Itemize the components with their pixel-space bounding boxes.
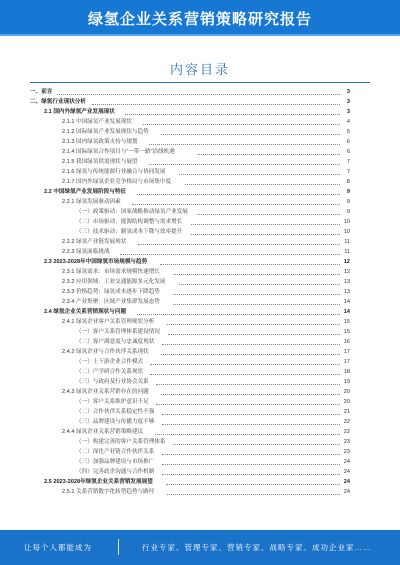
- toc-entry-page: 21: [343, 409, 350, 415]
- toc-dot-leader: [167, 324, 340, 325]
- toc-entry-label: 一、前言: [30, 89, 53, 95]
- toc-entry-label: 2.1.4 国际绿氢合作项目与“一带一路”沿线机遇: [62, 149, 175, 155]
- toc-entry-label: （二）产学研合作关系现状: [76, 369, 144, 375]
- toc-entry-page: 24: [343, 469, 350, 475]
- toc-dot-leader: [143, 124, 340, 125]
- toc-entry-label: 2.2 中国绿氢产业发展阶段与特征: [44, 189, 127, 195]
- toc-dot-leader: [161, 354, 340, 355]
- toc-entry-label: （一）政策驱动：国家战略推动绿氢产业发展: [76, 209, 188, 215]
- toc-dot-leader: [155, 434, 340, 435]
- toc-entry-page: 10: [343, 229, 350, 235]
- toc-entry[interactable]: [30, 137, 350, 147]
- toc-entry[interactable]: [30, 107, 350, 117]
- toc-entry-page: 5: [346, 129, 350, 135]
- toc-entry[interactable]: [30, 387, 350, 397]
- toc-entry-label: （二）合作伙伴关系稳定性不强: [76, 409, 155, 415]
- toc-dot-leader: [191, 224, 340, 225]
- toc-entry-label: 2.4.1 绿氢企业客户关系管理现状分析: [62, 319, 155, 325]
- toc-entry-page: 24: [343, 489, 350, 495]
- toc-entry[interactable]: [30, 167, 350, 177]
- toc-dot-leader: [173, 294, 340, 295]
- toc-entry-label: （三）与政府及行业协会关系: [76, 379, 149, 385]
- toc-entry-label: 2.4.2 绿氢企业与合作伙伴关系现状: [62, 349, 149, 355]
- table-of-contents: [30, 87, 350, 497]
- toc-dot-leader: [161, 134, 340, 135]
- toc-dot-leader: [120, 254, 340, 255]
- footer-roles: 行业专家、管理专家、营销专家、战略专家、成功企业家……: [142, 543, 372, 552]
- toc-entry-label: 2.4.4 绿氢企业关系营销策略建议: [62, 429, 144, 435]
- toc-entry[interactable]: [30, 267, 350, 277]
- toc-dot-leader: [150, 374, 340, 375]
- toc-entry-page: 13: [343, 289, 350, 295]
- toc-entry[interactable]: [30, 277, 350, 287]
- toc-entry-label: 2.5 2023-2028年绿氢企业关系营销发展展望: [44, 479, 153, 485]
- toc-entry-label: （一）客户关系维护意识不足: [76, 399, 149, 405]
- toc-entry[interactable]: [30, 347, 350, 357]
- toc-entry-label: 2.1.7 国内外绿氢企业竞争格局与市场集中度: [62, 179, 172, 185]
- toc-entry-page: 24: [343, 479, 350, 485]
- toc-entry[interactable]: [30, 447, 350, 457]
- toc-entry[interactable]: [30, 457, 350, 467]
- toc-dot-leader: [125, 114, 340, 115]
- toc-entry-label: 2.1.3 国内绿氢政策支持与规划: [62, 139, 138, 145]
- toc-entry-page: 20: [343, 399, 350, 405]
- toc-entry[interactable]: [30, 127, 350, 137]
- toc-entry-label: （一）构建完善的客户关系管理体系: [76, 439, 166, 445]
- toc-dot-leader: [191, 234, 340, 235]
- toc-entry-page: 6: [346, 149, 350, 155]
- report-title: 绿氢企业关系营销策略研究报告: [87, 11, 312, 28]
- toc-entry[interactable]: [30, 87, 350, 97]
- toc-entry[interactable]: [30, 97, 350, 107]
- toc-entry-label: 二、绿氢行业现状分析: [30, 99, 86, 105]
- toc-dot-leader: [138, 244, 340, 245]
- toc-dot-leader: [150, 364, 340, 365]
- toc-entry[interactable]: [30, 297, 350, 307]
- toc-dot-leader: [57, 94, 340, 95]
- toc-entry[interactable]: [30, 417, 350, 427]
- toc-dot-leader: [179, 284, 340, 285]
- toc-entry-page: 4: [346, 119, 350, 125]
- toc-entry-label: 2.2.1 绿氢发展驱动因素: [62, 199, 121, 205]
- toc-entry-label: 2.1 国内外绿氢产业发展现状: [44, 109, 115, 115]
- toc-dot-leader: [173, 304, 340, 305]
- toc-entry[interactable]: [30, 357, 350, 367]
- toc-entry[interactable]: [30, 217, 350, 227]
- toc-entry-label: 2.3.1 绿氢需求：市场需求规模快速增长: [62, 269, 160, 275]
- toc-dot-leader: [162, 454, 340, 455]
- footer-separator: [118, 539, 119, 555]
- toc-entry-page: 7: [346, 159, 350, 165]
- toc-entry-label: 2.1.1 中国绿氢产业发展现状: [62, 119, 132, 125]
- toc-dot-leader: [156, 384, 340, 385]
- toc-dot-leader: [137, 194, 340, 195]
- toc-heading-rule: [30, 82, 370, 83]
- toc-entry-page: 15: [343, 319, 350, 325]
- toc-entry-label: （一）客户关系管理体系建设情况: [76, 329, 160, 335]
- toc-entry-label: 2.5.1 关系营销数字化转型趋势与路径: [62, 489, 155, 495]
- header-divider: [0, 34, 400, 36]
- toc-entry-label: （三）品牌建设与传播力度不够: [76, 419, 155, 425]
- toc-entry-page: 16: [343, 339, 350, 345]
- toc-entry[interactable]: [30, 257, 350, 267]
- toc-entry[interactable]: [30, 197, 350, 207]
- toc-entry-label: 2.1.5 我国绿氢供需现状与展望: [62, 159, 138, 165]
- toc-entry[interactable]: [30, 227, 350, 237]
- toc-entry-label: 2.3 2023-2028年中国绿氢市场规模与趋势: [44, 259, 148, 265]
- toc-dot-leader: [160, 264, 340, 265]
- toc-entry[interactable]: [30, 207, 350, 217]
- toc-entry-label: 2.2.2 绿氢产业链发展现状: [62, 239, 127, 245]
- toc-entry-page: 3: [346, 109, 350, 115]
- toc-dot-leader: [149, 164, 340, 165]
- toc-dot-leader: [137, 314, 340, 315]
- toc-entry[interactable]: [30, 437, 350, 447]
- toc-entry-label: （三）技术驱动：制氢成本下降与效率提升: [76, 229, 183, 235]
- toc-dot-leader: [173, 274, 340, 275]
- footer-slogan: 让每个人都能成为: [24, 543, 92, 552]
- toc-entry[interactable]: [30, 287, 350, 297]
- toc-entry[interactable]: [30, 367, 350, 377]
- toc-dot-leader: [179, 174, 340, 175]
- report-header: [0, 0, 400, 34]
- toc-entry-page: 20: [343, 389, 350, 395]
- toc-entry-page: 14: [343, 309, 350, 315]
- toc-entry-page: 14: [343, 299, 350, 305]
- toc-dot-leader: [197, 214, 340, 215]
- toc-entry-page: 11: [344, 249, 350, 255]
- toc-entry-page: 19: [343, 379, 350, 385]
- toc-dot-leader: [168, 334, 341, 335]
- toc-dot-leader: [92, 104, 340, 105]
- toc-entry-page: 9: [346, 189, 350, 195]
- toc-entry-page: 3: [346, 99, 350, 105]
- toc-entry-page: 23: [343, 439, 350, 445]
- toc-entry[interactable]: [30, 147, 350, 157]
- toc-entry-label: 2.3.2 应用领域：工业交通能源多元化发展: [62, 279, 166, 285]
- toc-entry-page: 23: [343, 449, 350, 455]
- toc-entry-page: 7: [346, 169, 350, 175]
- toc-entry[interactable]: [30, 307, 350, 317]
- toc-entry[interactable]: [30, 117, 350, 127]
- toc-entry[interactable]: [30, 237, 350, 247]
- toc-entry-label: 2.3.3 价格趋势：绿氢成本逐步下降趋势: [62, 289, 160, 295]
- toc-dot-leader: [161, 394, 340, 395]
- toc-entry-page: 12: [343, 259, 350, 265]
- toc-entry[interactable]: [30, 477, 350, 487]
- toc-entry-label: 2.4 绿氢企业关系营销现状与问题: [44, 309, 127, 315]
- toc-entry[interactable]: [30, 407, 350, 417]
- toc-entry-page: 22: [343, 419, 350, 425]
- toc-dot-leader: [167, 494, 340, 495]
- toc-entry[interactable]: [30, 397, 350, 407]
- toc-dot-leader: [166, 484, 340, 485]
- toc-entry-page: 17: [343, 359, 350, 365]
- toc-entry-page: 22: [343, 429, 350, 435]
- toc-entry-label: （二）客户满意度与忠诚度现状: [76, 339, 155, 345]
- toc-entry[interactable]: [30, 247, 350, 257]
- toc-entry-page: 12: [343, 269, 350, 275]
- toc-entry-label: （一）上下游企业合作模式: [76, 359, 144, 365]
- toc-entry-page: 3: [346, 89, 350, 95]
- toc-entry[interactable]: [30, 427, 350, 437]
- toc-entry-label: 2.4.3 绿氢企业关系营销存在的问题: [62, 389, 149, 395]
- toc-entry-page: 17: [343, 349, 350, 355]
- toc-entry-page: 24: [343, 459, 350, 465]
- toc-entry[interactable]: [30, 317, 350, 327]
- toc-entry-page: 6: [346, 139, 350, 145]
- toc-dot-leader: [149, 144, 340, 145]
- toc-entry-page: 8: [346, 179, 350, 185]
- toc-entry[interactable]: [30, 177, 350, 187]
- toc-dot-leader: [162, 414, 340, 415]
- toc-entry-page: 13: [343, 279, 350, 285]
- toc-entry-label: （二）深化产业链合作伙伴关系: [76, 449, 155, 455]
- page-footer: [0, 530, 400, 565]
- toc-entry[interactable]: [30, 377, 350, 387]
- toc-dot-leader: [197, 154, 340, 155]
- toc-entry[interactable]: [30, 487, 350, 497]
- toc-entry[interactable]: [30, 157, 350, 167]
- toc-entry-page: 9: [346, 199, 350, 205]
- toc-entry-label: 2.2.3 绿氢面临挑战: [62, 249, 110, 255]
- toc-dot-leader: [156, 404, 340, 405]
- toc-entry[interactable]: [30, 187, 350, 197]
- toc-entry-label: 2.3.4 产业集聚：区域产业集群发展态势: [62, 299, 160, 305]
- toc-entry-page: 9: [346, 209, 350, 215]
- toc-entry-page: 18: [343, 369, 350, 375]
- toc-entry-page: 11: [344, 239, 350, 245]
- toc-entry-label: （二）市场驱动：能源结构调整与需求增长: [76, 219, 183, 225]
- toc-dot-leader: [162, 344, 340, 345]
- toc-entry[interactable]: [30, 337, 350, 347]
- toc-entry-label: （三）加强品牌建设与市场推广: [76, 459, 155, 465]
- toc-entry[interactable]: [30, 327, 350, 337]
- toc-entry-page: 15: [343, 329, 350, 335]
- toc-entry[interactable]: [30, 467, 350, 477]
- toc-dot-leader: [162, 424, 340, 425]
- toc-dot-leader: [173, 444, 340, 445]
- toc-dot-leader: [185, 184, 340, 185]
- toc-entry-label: 2.1.6 绿氢与传统能源行业融合与协同发展: [62, 169, 166, 175]
- toc-heading: 内容目录: [169, 62, 230, 77]
- toc-entry-label: 2.1.2 国际绿氢产业发展现状与趋势: [62, 129, 149, 135]
- toc-entry-page: 10: [343, 219, 350, 225]
- toc-entry-label: （四）完善政企沟通与合作机制: [76, 469, 155, 475]
- toc-dot-leader: [162, 474, 340, 475]
- toc-dot-leader: [132, 204, 340, 205]
- toc-dot-leader: [162, 464, 340, 465]
